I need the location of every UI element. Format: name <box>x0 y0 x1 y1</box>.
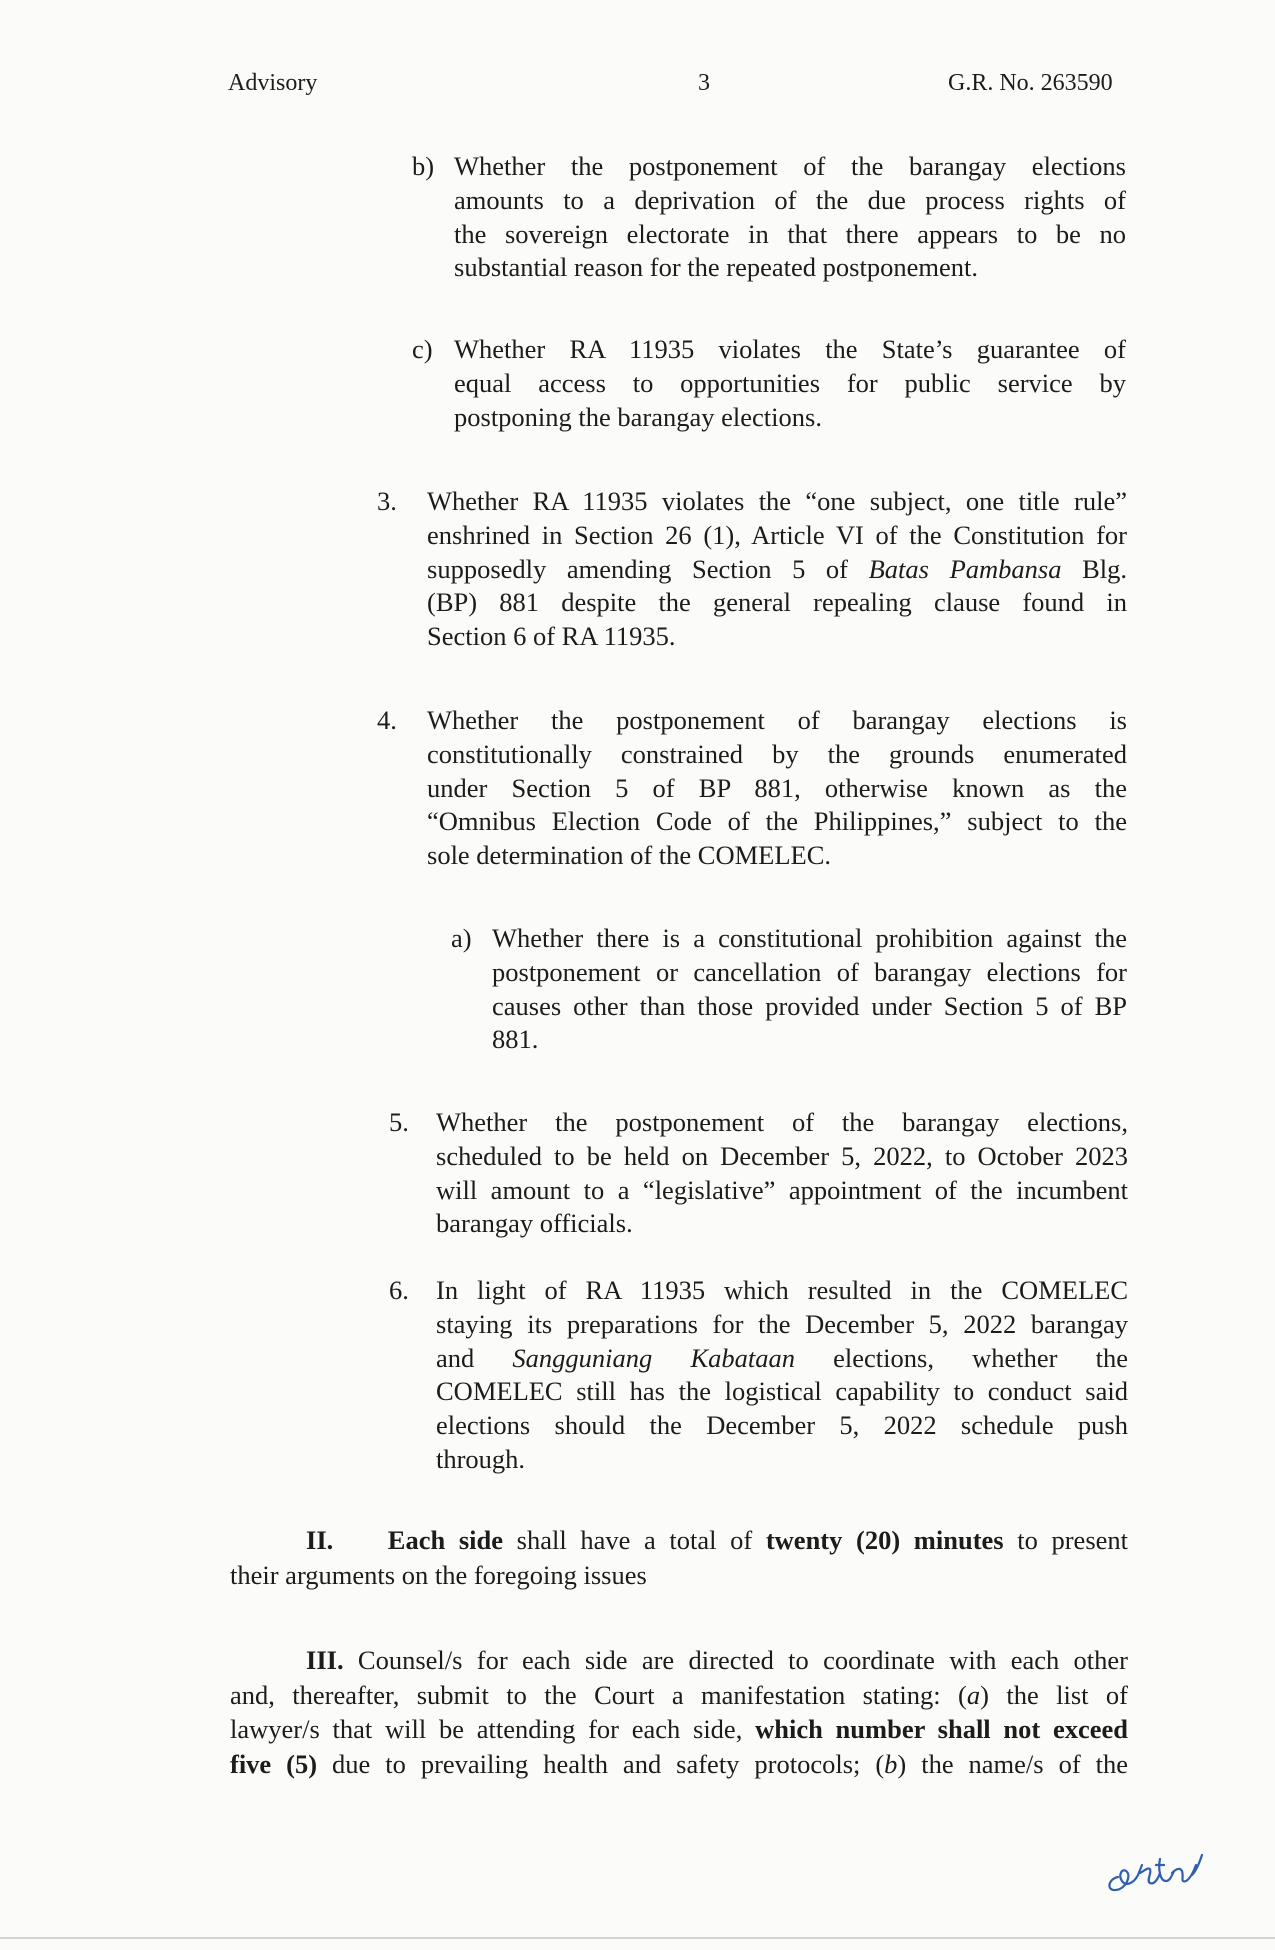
issue-item-4 <box>377 704 1127 873</box>
issue-item-6 <box>389 1274 1128 1477</box>
issue-item-4a <box>451 922 1127 1057</box>
section-ii: II. Each side shall have a total of twenty (20) minutes to present their arguments on the foregoing issues <box>230 1525 1129 1590</box>
item-marker: 5. <box>389 1107 409 1137</box>
header-document-type: Advisory <box>228 70 318 96</box>
item-text: Whether there is a constitutional prohibition against the postponement or cancellation of barangay elections for causes other than those provided under Section 5 of BP 881. <box>492 923 1127 1055</box>
item-text: Whether RA 11935 violates the “one subject, one title rule” enshrined in Section 26 (1), Article VI of the Constitution for supposedly amending Section 5 of Batas Pambansa Blg. (BP) 881 despite the general repealing clause found in Section 6 of RA 11935. <box>427 486 1127 652</box>
item-text: Whether the postponement of the barangay elections amounts to a deprivation of the due process rights of the sovereign electorate in that there appears to be no substantial reason for the repeated postponement. <box>454 151 1126 283</box>
page-number: 3 <box>698 70 710 96</box>
item-marker: 4. <box>377 705 397 735</box>
item-text: Whether the postponement of the barangay elections, scheduled to be held on December 5, 2022, to October 2023 will amount to a “legislative” appointment of the incumbent barangay officials. <box>436 1107 1128 1239</box>
issue-item-c <box>412 333 1126 434</box>
section-iii: III. Counsel/s for each side are directed to coordinate with each other and, thereafter, submit to the Court a manifestation stating: (a) the list of lawyer/s that will be attending for each side, which number shall not exceed five (5) due to prevailing health and safety protocols; (b) the name/s of the <box>230 1645 1129 1779</box>
section-number: III. <box>306 1645 344 1675</box>
item-marker: c) <box>412 334 433 364</box>
item-text: Whether the postponement of barangay elections is constitutionally constrained by the grounds enumerated under Section 5 of BP 881, otherwise known as the “Omnibus Election Code of the Philippines,” subject to the sole determination of the COMELEC. <box>427 705 1127 871</box>
issue-item-3 <box>377 485 1127 654</box>
section-number: II. <box>306 1525 334 1555</box>
item-marker: a) <box>451 923 472 953</box>
case-number: G.R. No. 263590 <box>948 70 1113 96</box>
signature-stroke <box>1109 1855 1202 1890</box>
handwritten-initials <box>1100 1835 1210 1895</box>
issue-item-5 <box>389 1106 1128 1241</box>
item-marker: 6. <box>389 1275 409 1305</box>
issue-item-b <box>412 150 1126 285</box>
page-bottom-edge <box>0 1937 1275 1939</box>
item-marker: b) <box>412 151 435 181</box>
item-text: In light of RA 11935 which resulted in the COMELEC staying its preparations for the December 5, 2022 barangay and Sangguniang Kabataan elections, whether the COMELEC still has the logistical capability to conduct said elections should the December 5, 2022 schedule push through. <box>436 1275 1128 1474</box>
item-text: Whether RA 11935 violates the State’s guarantee of equal access to opportunities for public service by postponing the barangay elections. <box>454 334 1126 432</box>
item-marker: 3. <box>377 486 397 516</box>
